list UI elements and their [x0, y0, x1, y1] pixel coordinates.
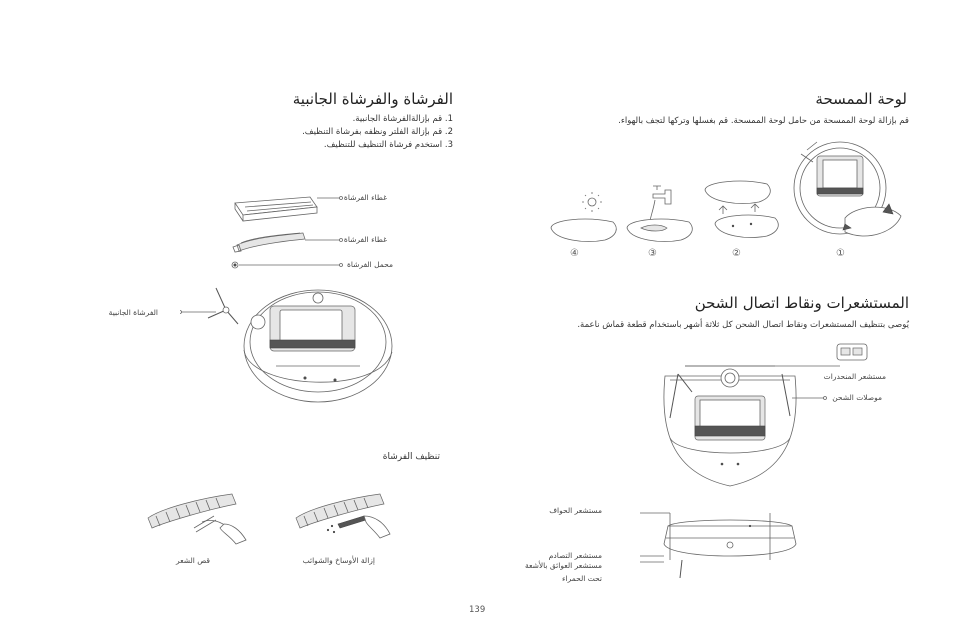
- label-ir-sensor: مستشعر العوائق بالأشعة: [524, 561, 602, 570]
- label-edge-sensor: مستشعر الحواف: [549, 506, 602, 515]
- brush-step-2: 2. قم بإزالة الفلتر ونظفه بفرشاة التنظيف.: [302, 127, 453, 137]
- mop-detach-drawing: [705, 181, 778, 237]
- label-brush-cover: غطاء الفرشاة: [343, 193, 387, 202]
- robot-side-view-drawing: [640, 513, 796, 578]
- label-brush-holder: محمل الفرشاة: [346, 260, 393, 269]
- label-bumper-sensor: مستشعر التصادم: [548, 551, 602, 560]
- mop-drying-drawing: [551, 192, 616, 242]
- brush-parts-illustration: [225, 185, 345, 275]
- label-main-brush: غطاء الفرشاة: [343, 235, 387, 244]
- label-cut-hair: قص الشعر: [176, 556, 210, 565]
- page-number: 139: [469, 605, 486, 615]
- brush-steps: [302, 113, 453, 152]
- brush-cleaning-title: تنظيف الفرشاة: [382, 452, 440, 462]
- label-charging-contacts: موصلات الشحن: [832, 393, 882, 402]
- main-brush-drawing: [233, 233, 305, 252]
- mop-step-1-number: ①: [836, 248, 845, 259]
- side-brush-drawing: [208, 288, 238, 324]
- cliff-sensor-inset: [685, 344, 867, 366]
- mop-step-3-number: ③: [648, 248, 657, 259]
- brush-cover-drawing: [235, 197, 317, 221]
- brush-holder-drawing: [232, 262, 238, 268]
- label-cliff-sensor: مستشعر المنحدرات: [823, 372, 886, 381]
- brush-section-title: الفرشاة والفرشاة الجانبية: [292, 90, 453, 108]
- sensor-instructions: يُوصى بتنظيف المستشعرات ونقاط اتصال الشحن كل ثلاثة أشهر باستخدام قطعة قماش ناعمة.: [577, 320, 909, 330]
- brush-step-3: 3. استخدم فرشاة التنظيف للتنظيف.: [323, 140, 453, 150]
- mop-step-2-number: ②: [732, 248, 741, 259]
- robot-underside-illustration: [180, 280, 400, 410]
- mop-section-title: لوحة الممسحة: [815, 90, 907, 108]
- remove-dirt-illustration: [290, 488, 400, 546]
- mop-remove-drawing: [794, 142, 901, 236]
- mop-step-4-number: ④: [570, 248, 579, 259]
- mop-steps-illustration: [545, 132, 915, 262]
- sensor-section-title: المستشعرات ونقاط اتصال الشحن: [694, 294, 909, 312]
- mop-washing-drawing: [627, 186, 692, 242]
- label-side-brush: الفرشاة الجانبية: [108, 308, 158, 317]
- label-ir-sensor-line2: تحت الحمراء: [562, 574, 602, 583]
- robot-sensor-underside-drawing: [664, 366, 796, 486]
- mop-instructions: قم بإزالة لوحة الممسحة من حامل لوحة الممسحة. قم بغسلها وتركها لتجف بالهواء.: [618, 116, 909, 126]
- label-remove-dirt: إزالة الأوساخ والشوائب: [302, 556, 375, 565]
- brush-step-1: 1. قم بإزالةالفرشاة الجانبية.: [352, 114, 453, 124]
- cut-hair-illustration: [142, 488, 252, 546]
